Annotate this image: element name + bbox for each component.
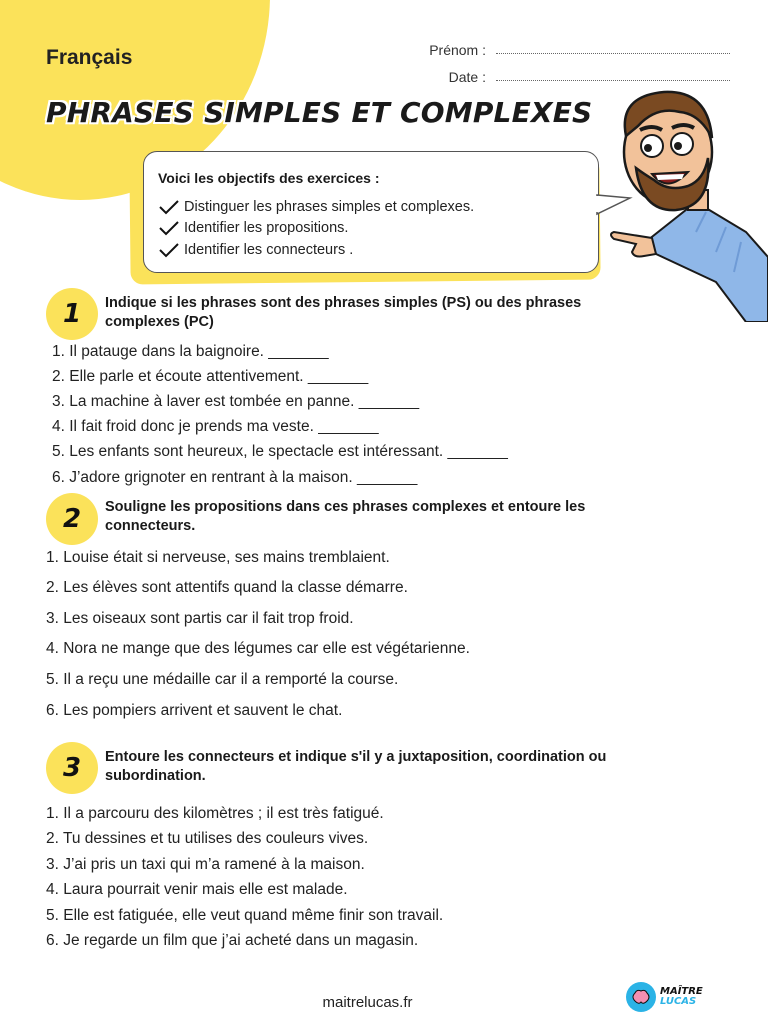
exercise-instruction: Souligne les propositions dans ces phrases complexes et entoure les connecteurs. — [105, 499, 586, 534]
check-icon — [158, 242, 180, 258]
exercise-item: 2. Tu dessines et tu utilises des couleurs vives. — [46, 830, 369, 847]
first-name-blank[interactable] — [496, 42, 730, 54]
exercise-item: 6. Les pompiers arrivent et sauvent le chat. — [46, 702, 343, 719]
objectives-box — [143, 151, 599, 273]
date-label: Date : — [448, 69, 486, 85]
logo-line-1: MAÎTRE — [660, 986, 703, 997]
exercise-item: 5. Les enfants sont heureux, le spectacle est intéressant. _______ — [52, 443, 508, 460]
exercise-item: 5. Il a reçu une médaille car il a remporté la course. — [46, 671, 399, 688]
exercise-item: 1. Louise était si nerveuse, ses mains tremblaient. — [46, 549, 390, 566]
objective-item — [158, 218, 598, 240]
exercise-item: 4. Il fait froid donc je prends ma veste. _______ — [52, 418, 379, 435]
check-icon — [158, 220, 180, 236]
exercise-item: 6. J’adore grignoter en rentrant à la maison. _______ — [52, 469, 418, 486]
exercise-number-badge: 3 — [46, 742, 98, 794]
exercise-number-badge: 1 — [46, 288, 98, 340]
exercise-item: 6. Je regarde un film que j’ai acheté dans un magasin. — [46, 932, 419, 949]
exercise-instruction: Entoure les connecteurs et indique s'il y a juxtaposition, coordination ou subordination. — [105, 749, 607, 784]
objective-text: Identifier les propositions. — [184, 220, 349, 237]
exercise-item: 4. Nora ne mange que des légumes car elle est végétarienne. — [46, 640, 470, 657]
exercise-instruction: Indique si les phrases sont des phrases simples (PS) ou des phrases complexes (PC) — [105, 295, 582, 330]
objective-text: Distinguer les phrases simples et complexes. — [184, 198, 475, 215]
objective-text: Identifier les connecteurs . — [184, 241, 354, 258]
first-name-label: Prénom : — [429, 42, 486, 58]
exercise-item: 4. Laura pourrait venir mais elle est malade. — [46, 881, 348, 898]
first-name-field[interactable] — [400, 42, 730, 58]
exercise-item: 1. Il a parcouru des kilomètres ; il est très fatigué. — [46, 805, 384, 822]
objective-item — [158, 239, 598, 261]
exercise-item: 1. Il patauge dans la baignoire. _______ — [52, 343, 329, 360]
exercise-item: 2. Les élèves sont attentifs quand la classe démarre. — [46, 579, 408, 596]
brain-icon — [626, 982, 656, 1012]
subject-label: Français — [46, 46, 133, 69]
objective-item — [158, 196, 598, 218]
page-title: PHRASES SIMPLES ET COMPLEXES — [46, 96, 593, 129]
exercise-number-badge: 2 — [46, 493, 98, 545]
objectives-heading: Voici les objectifs des exercices : — [158, 170, 380, 186]
logo-line-2: LUCAS — [660, 996, 697, 1007]
date-blank[interactable] — [496, 69, 730, 81]
teacher-character-illustration — [596, 82, 768, 322]
footer-website[interactable]: maitrelucas.fr — [322, 994, 413, 1011]
exercise-item: 5. Elle est fatiguée, elle veut quand même finir son travail. — [46, 907, 444, 924]
exercise-item: 3. J’ai pris un taxi qui m’a ramené à la maison. — [46, 856, 365, 873]
maitre-lucas-logo — [626, 982, 703, 1012]
exercise-item: 3. Les oiseaux sont partis car il fait trop froid. — [46, 610, 354, 627]
exercise-item: 3. La machine à laver est tombée en panne. _______ — [52, 393, 420, 410]
exercise-item: 2. Elle parle et écoute attentivement. _______ — [52, 368, 369, 385]
check-icon — [158, 199, 180, 215]
